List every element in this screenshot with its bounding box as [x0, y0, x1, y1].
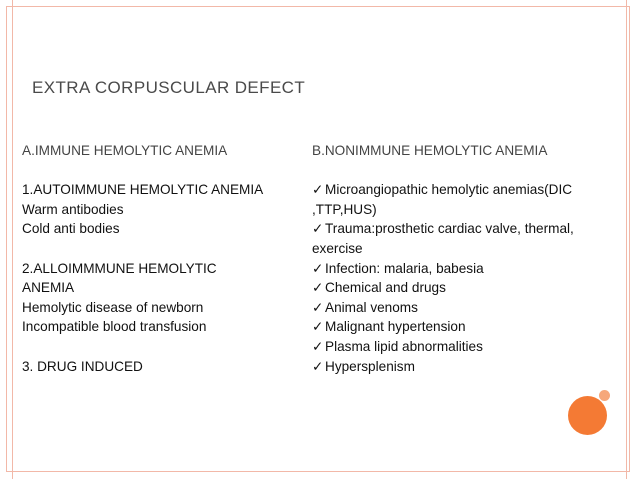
list-item — [312, 259, 574, 279]
list-item-text: Hypersplenism — [325, 358, 415, 374]
list-item-text: Plasma lipid abnormalities — [325, 338, 483, 354]
list-item — [312, 357, 574, 377]
checkmark-icon: ✓ — [312, 260, 324, 276]
list-item — [312, 337, 574, 357]
checkmark-icon: ✓ — [312, 280, 324, 296]
list-item-text: Trauma:prosthetic cardiac valve, thermal, — [325, 221, 574, 237]
list-item-text: Chemical and drugs — [325, 280, 446, 296]
list-item: 1.AUTOIMMUNE HEMOLYTIC ANEMIA — [22, 182, 264, 198]
immune-column — [22, 141, 263, 376]
checkmark-icon: ✓ — [312, 221, 324, 237]
list-item — [312, 239, 574, 259]
decorative-orange-circle — [568, 396, 607, 435]
list-item-text: ,TTP,HUS) — [312, 201, 377, 217]
column-heading-nonimmune: B.NONIMMUNE HEMOLYTIC ANEMIA — [312, 143, 548, 158]
decorative-small-dot — [599, 390, 610, 401]
list-item — [312, 219, 574, 239]
slide-title: EXTRA CORPUSCULAR DEFECT — [32, 78, 306, 97]
checkmark-icon: ✓ — [312, 338, 324, 354]
list-item-text: Malignant hypertension — [325, 319, 466, 335]
nonimmune-list — [312, 180, 574, 376]
checkmark-icon: ✓ — [312, 182, 324, 198]
list-item: Cold anti bodies — [22, 221, 120, 237]
list-item: ANEMIA — [22, 280, 75, 296]
checkmark-icon: ✓ — [312, 319, 324, 335]
list-item: 2.ALLOIMMMUNE HEMOLYTIC — [22, 260, 217, 276]
list-item: Warm antibodies — [22, 201, 124, 217]
list-item — [312, 298, 574, 318]
left-rule — [12, 0, 13, 479]
nonimmune-column — [312, 141, 574, 376]
list-item — [312, 278, 574, 298]
list-item-text: exercise — [312, 240, 363, 256]
list-item: 3. DRUG INDUCED — [22, 358, 143, 374]
list-item — [312, 317, 574, 337]
list-item-text: Infection: malaria, babesia — [325, 260, 484, 276]
column-heading-immune: A.IMMUNE HEMOLYTIC ANEMIA — [22, 143, 228, 158]
list-item — [312, 180, 574, 200]
list-spacer — [22, 337, 263, 357]
list-item-text: Microangiopathic hemolytic anemias(DIC — [325, 182, 573, 198]
list-item — [312, 200, 574, 220]
list-item-text: Animal venoms — [325, 299, 418, 315]
checkmark-icon: ✓ — [312, 299, 324, 315]
immune-list — [22, 180, 263, 376]
right-rule — [626, 0, 627, 479]
list-item: Hemolytic disease of newborn — [22, 299, 204, 315]
list-spacer — [22, 239, 263, 259]
list-item: Incompatible blood transfusion — [22, 319, 207, 335]
checkmark-icon: ✓ — [312, 358, 324, 374]
